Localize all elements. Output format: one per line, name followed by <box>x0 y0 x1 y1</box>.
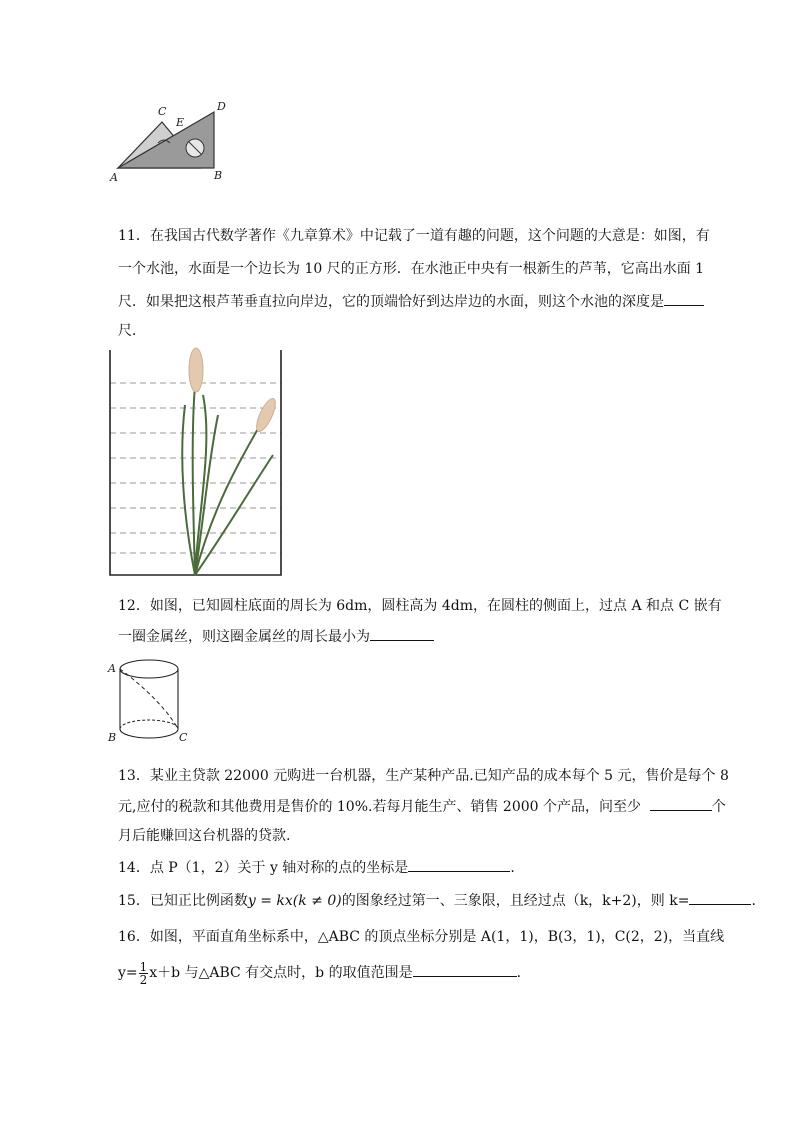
answer-blank[interactable] <box>408 857 510 872</box>
q11-line4: 尺． <box>118 323 146 339</box>
q15-formula: y = kx(k ≠ 0) <box>247 893 342 909</box>
q11-line2: 一个水池，水面是一个边长为 10 尺的正方形．在水池正中央有一根新生的芦苇，它高出水面 1 <box>118 261 705 277</box>
q14-line: 14．点 P（1，2）关于 y 轴对称的点的坐标是 . <box>118 857 515 878</box>
answer-blank[interactable] <box>664 291 704 306</box>
q13-line2: 元,应付的税款和其他费用是售价的 10%.若每月能生产、销售 2000 个产品，问至少 个 <box>118 796 726 817</box>
answer-blank[interactable] <box>689 890 751 905</box>
q13-line1: 13．某业主贷款 22000 元购进一台机器，生产某种产品.已知产品的成本每个 5 元，售价是每个 8 <box>118 768 729 784</box>
label-b: B <box>214 169 223 182</box>
reed <box>182 385 273 575</box>
q15-line: 15．已知正比例函数y = kx(k ≠ 0)的图象经过第一、三象限，且经过点（k，k+2)，则 k= . <box>118 890 756 911</box>
label-e: E <box>176 116 185 129</box>
q11-line1: 11．在我国古代数学著作《九章算术》中记载了一道有趣的问题，这个问题的大意是：如图，有 <box>118 228 710 244</box>
q12-line1: 12．如图，已知圆柱底面的周长为 6dm，圆柱高为 4dm，在圆柱的侧面上，过点 A 和点 C 嵌有 <box>118 598 722 614</box>
answer-blank[interactable] <box>650 796 712 811</box>
q10-figure <box>100 95 240 185</box>
label-d: D <box>217 100 226 113</box>
q16-line2: y= $\frac{1}{2}$ x＋b 与△ABC 有交点时，b 的取值范围是 . <box>118 959 522 987</box>
reed-plumes <box>189 348 279 434</box>
label-c: C <box>179 731 188 744</box>
cylinder-figure <box>105 655 195 750</box>
answer-blank[interactable] <box>413 962 517 977</box>
label-b: B <box>108 731 117 744</box>
label-c: C <box>158 105 167 118</box>
q13-line3: 月后能赚回这台机器的贷款. <box>118 828 291 844</box>
label-a: A <box>110 171 118 184</box>
q12-line2: 一圈金属丝，则这圈金属丝的周长最小为 <box>118 626 434 647</box>
answer-blank[interactable] <box>370 626 434 641</box>
q11-line3: 尺．如果把这根芦苇垂直拉向岸边，它的顶端恰好到达岸边的水面，则这个水池的深度是 <box>118 291 704 312</box>
pool-reed-figure <box>103 345 293 580</box>
q16-fraction: $\frac{1}{2}$ <box>139 959 148 987</box>
label-a: A <box>108 662 116 675</box>
q16-line1: 16．如图，平面直角坐标系中，△ABC 的顶点坐标分别是 A(1，1)，B(3，1)，C(2，2)，当直线 <box>118 929 725 945</box>
